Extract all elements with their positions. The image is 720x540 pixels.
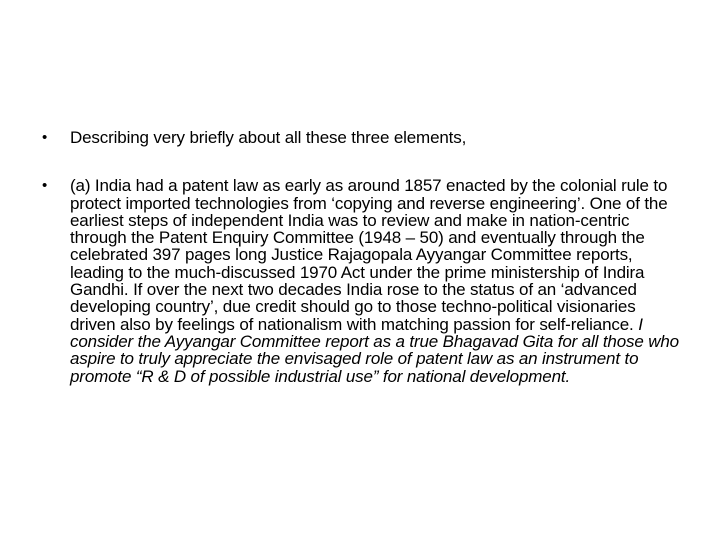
bullet-list: [42, 129, 682, 385]
patent-history-body: (a) India had a patent law as early as around 1857 enacted by the colonial rule to protect imported technologies from ‘copying and reverse engineering’. One of the earliest steps of independent India was to review and make in nation-centric through the Patent Enquiry Committee (1948 – 50) and eventually through the celebrated 397 pages long Justice Rajagopala Ayyangar Committee reports, leading to the much-discussed 1970 Act under the prime ministership of Indira Gandhi. If over the next two decades India rose to the status of an ‘advanced developing country’, due credit should go to those techno-political visionaries driven also by feelings of nationalism with matching passion for self-reliance.: [70, 176, 668, 334]
patent-history-italic-conclusion: I consider the Ayyangar Committee report as a true Bhagavad Gita for all those who aspire to truly appreciate the envisaged role of patent law as an instrument to promote “R & D of possible industrial use” for national development.: [70, 314, 679, 386]
bullet-item-intro: [42, 129, 682, 146]
bullet-text-intro: Describing very briefly about all these three elements,: [70, 128, 467, 147]
bullet-text-patent-history: [70, 177, 682, 385]
bullet-marker: •: [42, 129, 48, 146]
bullet-item-patent-history: [42, 177, 682, 385]
bullet-marker: •: [42, 177, 48, 195]
